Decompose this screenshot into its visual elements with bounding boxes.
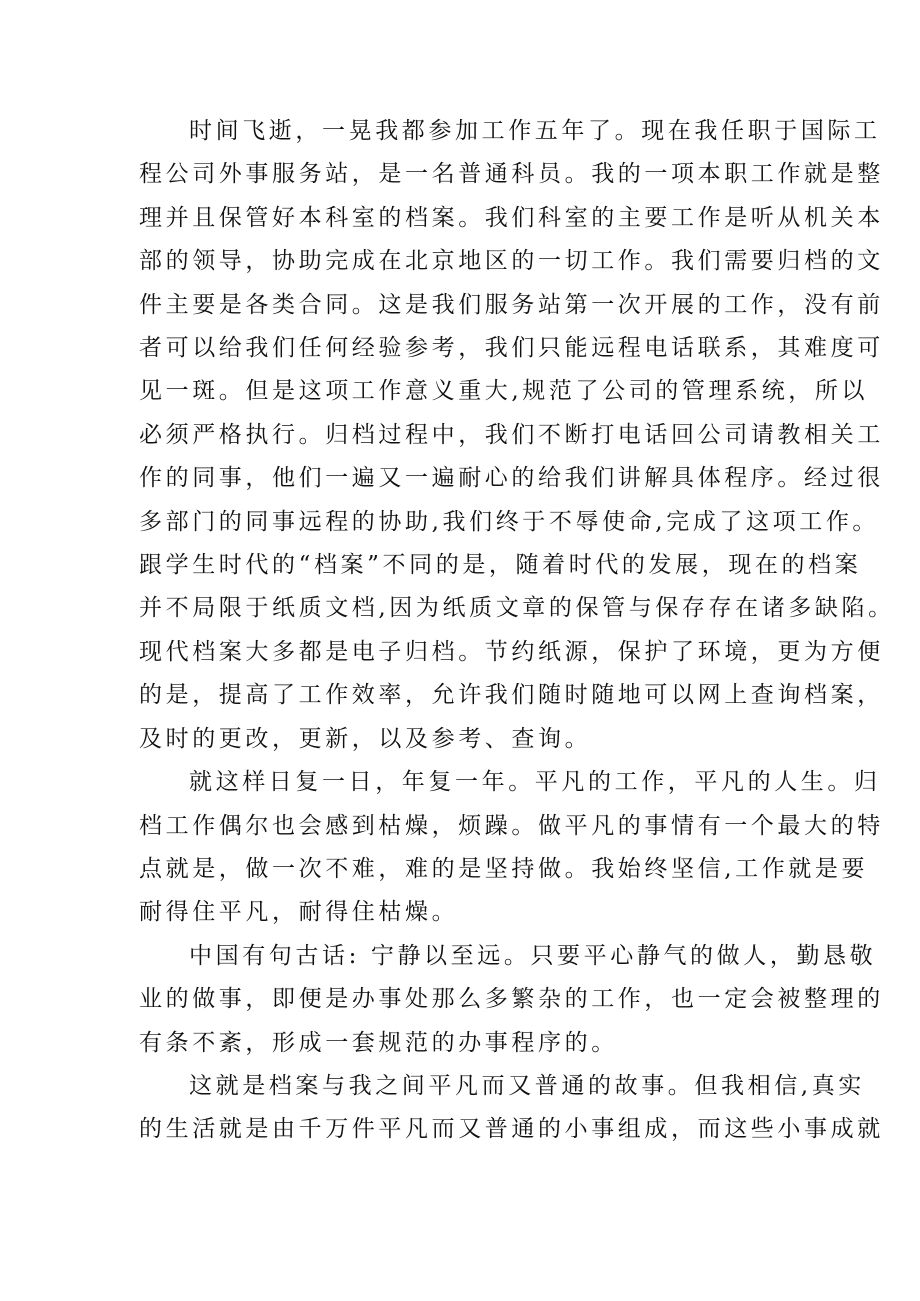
text-line: 必须严格执行。归档过程中，我们不断打电话回公司请教相关工 — [139, 421, 884, 448]
text-line: 的生活就是由千万件平凡而又普通的小事组成，而这些小事成就 — [139, 1116, 884, 1143]
text-line: 程公司外事服务站，是一名普通科员。我的一项本职工作就是整 — [139, 161, 884, 188]
text-line: 者可以给我们任何经验参考，我们只能远程电话联系，其难度可 — [139, 335, 884, 362]
text-line: 见一斑。但是这项工作意义重大,规范了公司的管理系统，所以 — [139, 378, 869, 405]
text-line: 点就是，做一次不难，难的是坚持做。我始终坚信,工作就是要 — [139, 855, 869, 882]
text-line: 及时的更改，更新，以及参考、查询。 — [139, 725, 592, 752]
text-line: 就这样日复一日，年复一年。平凡的工作，平凡的人生。归 — [189, 769, 881, 796]
text-line: 部的领导，协助完成在北京地区的一切工作。我们需要归档的文 — [139, 248, 884, 275]
text-line: 作的同事，他们一遍又一遍耐心的给我们讲解具体程序。经过很 — [139, 465, 884, 492]
text-line: 时间飞逝，一晃我都参加工作五年了。现在我任职于国际工 — [189, 118, 881, 144]
paragraph-3 — [139, 935, 884, 1065]
text-line: 这就是档案与我之间平凡而又普通的故事。但我相信,真实 — [189, 1072, 865, 1099]
text-line: 理并且保管好本科室的档案。我们科室的主要工作是听从机关本 — [139, 204, 884, 231]
text-line: 多部门的同事远程的协助,我们终于不辱使命,完成了这项工作。 — [139, 508, 880, 535]
paragraph-4 — [139, 1065, 884, 1152]
text-line: 件主要是各类合同。这是我们服务站第一次开展的工作，没有前 — [139, 291, 884, 318]
text-line: 耐得住平凡，耐得住枯燥。 — [139, 899, 459, 926]
text-line: 并不局限于纸质文档,因为纸质文章的保管与保存存在诸多缺陷。 — [139, 595, 895, 622]
text-line: 档工作偶尔也会感到枯燥，烦躁。做平凡的事情有一个最大的特 — [139, 812, 884, 839]
paragraph-2 — [139, 761, 884, 935]
document-body — [139, 110, 895, 1152]
text-line: 跟学生时代的“档案”不同的是，随着时代的发展，现在的档案 — [139, 552, 862, 579]
paragraph-1 — [139, 110, 895, 761]
text-line: 业的做事，即便是办事处那么多繁杂的工作，也一定会被整理的 — [139, 986, 884, 1013]
text-line: 有条不紊，形成一套规范的办事程序的。 — [139, 1029, 618, 1056]
text-line: 的是，提高了工作效率，允许我们随时随地可以网上查询档案， — [139, 682, 884, 709]
text-line: 中国有句古话: 宁静以至远。只要平心静气的做人，勤恳敬 — [189, 942, 877, 969]
text-line: 现代档案大多都是电子归档。节约纸源，保护了环境，更为方便 — [139, 638, 884, 665]
